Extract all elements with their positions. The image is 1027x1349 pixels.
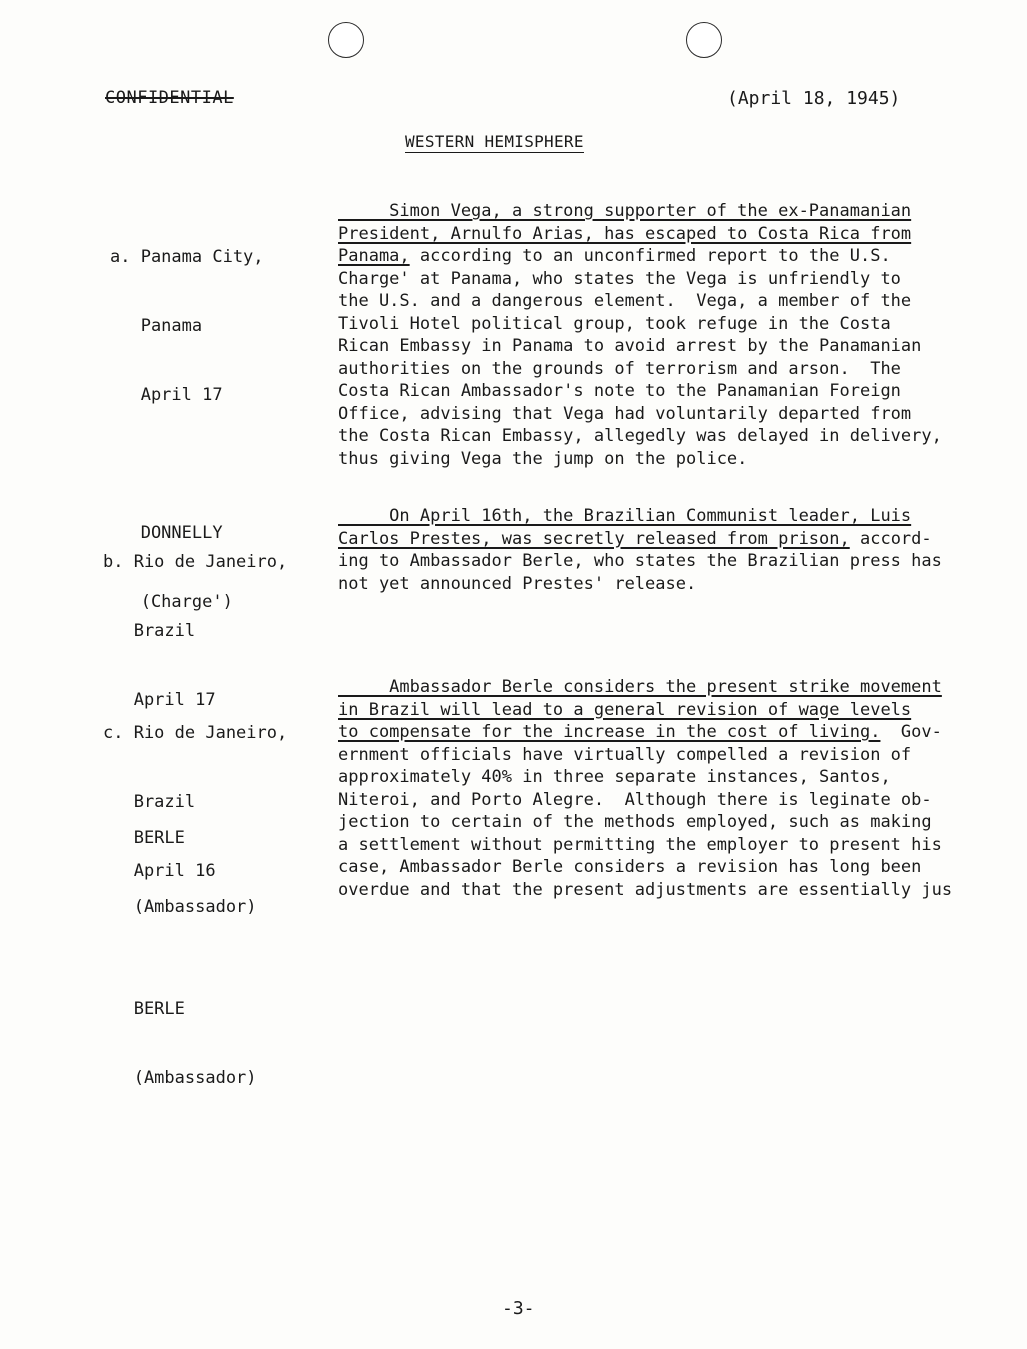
label-line	[103, 929, 287, 952]
label-line: DONNELLY	[110, 523, 223, 543]
underlined-text: Panama,	[338, 246, 410, 266]
label-line: April 17	[103, 690, 216, 710]
body-line: Costa Rican Ambassador's note to the Panamanian Foreign	[338, 381, 901, 401]
body-line: Tivoli Hotel political group, took refuge in the Costa	[338, 313, 891, 334]
punch-hole-left	[328, 22, 364, 58]
entry-b-body	[338, 505, 978, 595]
body-line: On April 16th, the Brazilian Communist leader, Luis	[338, 506, 912, 526]
label-line: BERLE	[103, 999, 185, 1019]
underlined-text: Carlos Prestes, was secretly released from prison,	[338, 528, 850, 549]
body-line: Ambassador Berle considers the present strike movement	[338, 677, 942, 697]
body-line	[338, 245, 978, 268]
body-line: authorities on the grounds of terrorism and arson. The	[338, 358, 901, 379]
body-line: ing to Ambassador Berle, who states the Brazilian press has	[338, 551, 942, 571]
label-line: April 17	[110, 385, 223, 405]
body-text: accord-	[849, 528, 932, 549]
punch-hole-right	[686, 22, 722, 58]
section-title: WESTERN HEMISPHERE	[405, 132, 584, 151]
body-line	[338, 721, 978, 744]
label-line: (Charge')	[110, 592, 233, 612]
body-line: a settlement without permitting the employer to present his	[338, 834, 942, 855]
body-line: Niteroi, and Porto Alegre. Although there is leginate ob-	[338, 789, 932, 810]
body-line: not yet announced Prestes' release.	[338, 573, 697, 594]
body-text: according to an unconfirmed report to the U.S.	[409, 246, 891, 266]
label-line: Brazil	[103, 792, 196, 812]
entry-c-label	[103, 676, 287, 1136]
body-line: in Brazil will lead to a general revision of wage levels	[338, 699, 912, 720]
body-line: Simon Vega, a strong supporter of the ex-Panamanian	[338, 201, 912, 221]
body-line	[338, 528, 978, 551]
label-line: BERLE	[103, 828, 185, 848]
body-line: the U.S. and a dangerous element. Vega, a member of the	[338, 291, 912, 311]
classification-stamp: CONFIDENTIAL	[105, 88, 234, 108]
label-line: Panama	[110, 316, 203, 336]
label-line: a. Panama City,	[110, 247, 264, 267]
body-line: Rican Embassy in Panama to avoid arrest by the Panamanian	[338, 336, 922, 356]
body-line: the Costa Rican Embassy, allegedly was delayed in delivery,	[338, 426, 942, 446]
document-date: (April 18, 1945)	[727, 88, 901, 109]
body-line: overdue and that the present adjustments are essentially jus	[338, 879, 953, 900]
body-line: case, Ambassador Berle considers a revision has long been	[338, 857, 922, 877]
label-line: April 16	[103, 861, 216, 881]
page-number: -3-	[502, 1298, 535, 1319]
label-line	[110, 453, 264, 476]
body-line: Charge' at Panama, who states the Vega is unfriendly to	[338, 268, 901, 289]
underlined-text: to compensate for the increase in the cost of living.	[338, 722, 881, 742]
entry-a-body	[338, 200, 978, 470]
label-line: (Ambassador)	[103, 897, 257, 917]
label-line: b. Rio de Janeiro,	[103, 552, 288, 572]
body-line: ernment officials have virtually compelled a revision of	[338, 744, 912, 765]
entry-c-body	[338, 676, 978, 901]
body-line: thus giving Vega the jump on the police.	[338, 448, 748, 469]
body-line: Office, advising that Vega had voluntarily departed from	[338, 403, 912, 424]
label-line: c. Rio de Janeiro,	[103, 723, 288, 743]
body-text: Gov-	[880, 722, 942, 742]
label-line: (Ambassador)	[103, 1068, 257, 1088]
label-line: Brazil	[103, 621, 196, 641]
body-line: approximately 40% in three separate instances, Santos,	[338, 767, 891, 787]
body-line: jection to certain of the methods employed, such as making	[338, 812, 932, 832]
body-line: President, Arnulfo Arias, has escaped to Costa Rica from	[338, 223, 912, 244]
